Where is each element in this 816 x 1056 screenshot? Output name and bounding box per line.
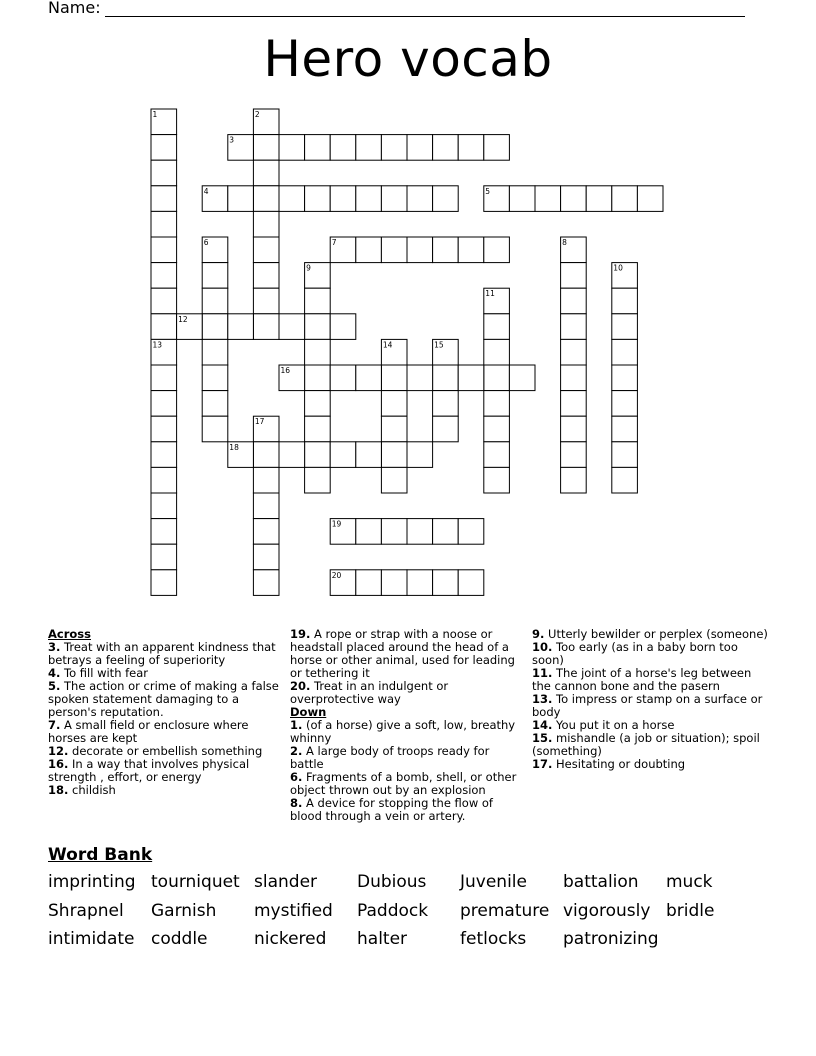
grid-cell[interactable]: [151, 493, 177, 519]
grid-cell[interactable]: [612, 339, 638, 365]
grid-cell[interactable]: [253, 237, 279, 263]
word-bank-row: [48, 872, 769, 901]
grid-cell[interactable]: [561, 391, 587, 417]
word-bank-item: Dubious: [357, 872, 427, 892]
across-heading: Across: [48, 627, 91, 641]
clues-column-3: [532, 628, 768, 771]
down-heading: Down: [290, 705, 327, 719]
grid-cell[interactable]: [253, 314, 279, 340]
clue-across-18: 18. childish: [48, 783, 116, 797]
grid-cell[interactable]: [484, 314, 510, 340]
grid-cell[interactable]: [305, 416, 331, 442]
grid-cell[interactable]: [381, 365, 407, 391]
grid-cell[interactable]: [458, 135, 484, 161]
word-bank-item: patronizing: [563, 929, 659, 949]
grid-cell[interactable]: [330, 365, 356, 391]
grid-cell[interactable]: [561, 186, 587, 212]
clue-across-19: 19. A rope or strap with a noose or headstall placed around the head of a horse or other animal, used for leading or tethering it: [290, 627, 515, 680]
grid-cell[interactable]: [407, 365, 433, 391]
grid-cell[interactable]: [433, 237, 459, 263]
grid-cell[interactable]: [484, 365, 510, 391]
grid-cell[interactable]: [484, 467, 510, 493]
grid-cell[interactable]: [305, 467, 331, 493]
grid-cell[interactable]: [330, 186, 356, 212]
grid-cell[interactable]: [202, 339, 228, 365]
word-bank-item: bridle: [666, 900, 715, 921]
clue-down-10: 10. Too early (as in a baby born too soon): [532, 640, 738, 667]
clue-number-16: 16: [280, 366, 291, 375]
grid-cell[interactable]: [612, 442, 638, 468]
grid-cell[interactable]: [407, 519, 433, 545]
grid-cell[interactable]: [381, 237, 407, 263]
grid-cell[interactable]: [228, 186, 254, 212]
clue-number-8: 8: [562, 238, 567, 247]
grid-cell[interactable]: [356, 570, 382, 596]
grid-cell[interactable]: [151, 467, 177, 493]
grid-cell[interactable]: [586, 186, 612, 212]
grid-cell[interactable]: [253, 135, 279, 161]
grid-cell[interactable]: [253, 570, 279, 596]
grid-cell[interactable]: [151, 391, 177, 417]
word-bank-item: battalion: [563, 872, 639, 892]
grid-cell[interactable]: [484, 442, 510, 468]
grid-cell[interactable]: [202, 314, 228, 340]
grid-cell[interactable]: [253, 442, 279, 468]
grid-cell[interactable]: [612, 288, 638, 314]
grid-cell[interactable]: [561, 263, 587, 289]
grid-cell[interactable]: [612, 416, 638, 442]
clue-number-12: 12: [178, 314, 188, 324]
grid-cell[interactable]: [433, 570, 459, 596]
grid-cell[interactable]: [612, 391, 638, 417]
grid-cell[interactable]: [612, 467, 638, 493]
grid-cell[interactable]: [151, 211, 177, 237]
grid-cell[interactable]: [561, 314, 587, 340]
grid-cell[interactable]: [305, 339, 331, 365]
grid-cell[interactable]: [356, 519, 382, 545]
clue-number-7: 7: [331, 238, 337, 247]
grid-cell[interactable]: [279, 135, 305, 161]
grid-cell[interactable]: [407, 442, 433, 468]
word-bank-item: fetlocks: [460, 929, 527, 949]
grid-cell[interactable]: [253, 493, 279, 519]
grid-cell[interactable]: [433, 186, 459, 212]
grid-cell[interactable]: [484, 237, 510, 263]
clue-number-2: 2: [254, 110, 260, 119]
clue-down-14: 14. You put it on a horse: [532, 718, 675, 732]
grid-cell[interactable]: [151, 544, 177, 570]
clue-across-3: 3. Treat with an apparent kindness that betrays a feeling of superiority: [48, 640, 276, 667]
grid-cell[interactable]: [433, 416, 459, 442]
grid-cell[interactable]: [253, 467, 279, 493]
grid-cell[interactable]: [202, 288, 228, 314]
grid-cell[interactable]: [305, 365, 331, 391]
grid-cell[interactable]: [253, 519, 279, 545]
name-label: Name:: [48, 0, 101, 17]
clue-number-3: 3: [229, 135, 235, 145]
grid-cell[interactable]: [253, 288, 279, 314]
clue-down-2: 2. A large body of troops ready for battle: [290, 744, 490, 771]
grid-cell[interactable]: [484, 416, 510, 442]
grid-cell[interactable]: [356, 442, 382, 468]
grid-cell[interactable]: [279, 442, 305, 468]
grid-cell[interactable]: [151, 519, 177, 545]
word-bank-title: Word Bank: [48, 845, 153, 865]
grid-cell[interactable]: [458, 237, 484, 263]
clue-down-13: 13. To impress or stamp on a surface or body: [532, 692, 763, 719]
page-title: Hero vocab: [263, 30, 553, 88]
grid-cell[interactable]: [330, 314, 356, 340]
clue-number-10: 10: [613, 263, 623, 273]
grid-cell[interactable]: [407, 237, 433, 263]
grid-cell[interactable]: [561, 467, 587, 493]
grid-cell[interactable]: [509, 186, 535, 212]
clue-number-1: 1: [152, 110, 158, 119]
word-bank-item: Garnish: [151, 900, 217, 921]
clue-number-13: 13: [152, 340, 163, 350]
clue-down-6: 6. Fragments of a bomb, shell, or other object thrown out by an explosion: [290, 770, 517, 797]
grid-cell[interactable]: [151, 186, 177, 212]
grid-cell[interactable]: [330, 135, 356, 161]
word-bank-item: vigorously: [563, 900, 651, 921]
clue-down-11: 11. The joint of a horse's leg between the cannon bone and the pasern: [532, 666, 752, 693]
clue-across-4: 4. To fill with fear: [48, 666, 149, 680]
grid-cell[interactable]: [433, 519, 459, 545]
clues-column-2: [290, 628, 526, 823]
grid-cell[interactable]: [202, 416, 228, 442]
grid-cell[interactable]: [305, 288, 331, 314]
grid-cell[interactable]: [381, 519, 407, 545]
grid-cell[interactable]: [381, 416, 407, 442]
grid-cell[interactable]: [253, 263, 279, 289]
grid-cell[interactable]: [151, 570, 177, 596]
grid-cell[interactable]: [151, 442, 177, 468]
grid-cell[interactable]: [305, 391, 331, 417]
grid-cell[interactable]: [279, 186, 305, 212]
clue-number-19: 19: [331, 519, 342, 529]
grid-cell[interactable]: [407, 135, 433, 161]
grid-cell[interactable]: [381, 135, 407, 161]
clue-across-12: 12. decorate or embellish something: [48, 744, 263, 758]
clue-across-20: 20. Treat in an indulgent or overprotective way: [290, 679, 449, 706]
across-clue-list-1: [48, 641, 284, 797]
word-bank-item: Paddock: [357, 900, 429, 921]
grid-cell[interactable]: [381, 570, 407, 596]
clue-down-15: 15. mishandle (a job or situation); spoil (something): [532, 731, 760, 758]
grid-cell[interactable]: [484, 135, 510, 161]
word-bank-item: slander: [254, 872, 318, 892]
clue-across-5: 5. The action or crime of making a false spoken statement damaging to a person's reputation.: [48, 679, 279, 719]
grid-cell[interactable]: [484, 391, 510, 417]
grid-cell[interactable]: [458, 365, 484, 391]
grid-cell[interactable]: [381, 391, 407, 417]
grid-cell[interactable]: [381, 186, 407, 212]
grid-cell[interactable]: [407, 570, 433, 596]
grid-cell[interactable]: [305, 314, 331, 340]
word-bank-item: Juvenile: [460, 872, 527, 892]
word-bank-item: halter: [357, 929, 408, 949]
grid-cell[interactable]: [330, 442, 356, 468]
grid-cell[interactable]: [202, 263, 228, 289]
clues-column-1: [48, 628, 284, 797]
grid-cell[interactable]: [228, 314, 254, 340]
grid-cell[interactable]: [151, 365, 177, 391]
grid-cell[interactable]: [305, 135, 331, 161]
grid-cell[interactable]: [458, 570, 484, 596]
grid-cell[interactable]: [381, 442, 407, 468]
word-bank-item: coddle: [151, 929, 208, 949]
word-bank-item: intimidate: [48, 929, 135, 949]
grid-cell[interactable]: [151, 237, 177, 263]
word-bank: [48, 872, 769, 958]
clue-down-9: 9. Utterly bewilder or perplex (someone): [532, 627, 768, 641]
word-bank-item: Shrapnel: [48, 900, 124, 921]
grid-cell[interactable]: [612, 186, 638, 212]
grid-cell[interactable]: [561, 365, 587, 391]
word-bank-item: mystified: [254, 900, 333, 921]
clue-number-6: 6: [203, 238, 209, 247]
grid-cell[interactable]: [612, 314, 638, 340]
grid-cell[interactable]: [151, 314, 177, 340]
grid-cell[interactable]: [202, 391, 228, 417]
word-bank-item: nickered: [254, 929, 327, 949]
grid-cell[interactable]: [305, 186, 331, 212]
clue-across-7: 7. A small field or enclosure where horses are kept: [48, 718, 249, 745]
grid-cell[interactable]: [151, 288, 177, 314]
grid-cell[interactable]: [279, 314, 305, 340]
clue-number-18: 18: [229, 442, 239, 452]
clue-down-8: 8. A device for stopping the flow of blood through a vein or artery.: [290, 796, 493, 823]
clue-number-20: 20: [331, 570, 342, 580]
word-bank-item: imprinting: [48, 872, 136, 892]
grid-cell[interactable]: [433, 365, 459, 391]
grid-cell[interactable]: [535, 186, 561, 212]
clue-across-16: 16. In a way that involves physical strength , effort, or energy: [48, 757, 250, 784]
grid-cell[interactable]: [356, 237, 382, 263]
word-bank-row: [48, 929, 769, 958]
word-bank-item: tourniquet: [151, 872, 240, 892]
grid-cell[interactable]: [561, 288, 587, 314]
grid-cell[interactable]: [433, 135, 459, 161]
clue-down-17: 17. Hesitating or doubting: [532, 757, 686, 771]
word-bank-item: premature: [460, 900, 550, 921]
grid-cell[interactable]: [305, 442, 331, 468]
grid-cell[interactable]: [356, 135, 382, 161]
grid-cell[interactable]: [151, 160, 177, 186]
clue-number-17: 17: [254, 417, 265, 427]
grid-cell[interactable]: [561, 442, 587, 468]
clue-down-1: 1. (of a horse) give a soft, low, breathy whinny: [290, 718, 516, 745]
grid-cell[interactable]: [561, 416, 587, 442]
grid-cell[interactable]: [407, 186, 433, 212]
grid-cell[interactable]: [356, 186, 382, 212]
grid-cell[interactable]: [381, 467, 407, 493]
grid-cell[interactable]: [458, 519, 484, 545]
grid-cell[interactable]: [151, 416, 177, 442]
grid-cell[interactable]: [509, 365, 535, 391]
grid-cell[interactable]: [612, 365, 638, 391]
clue-number-15: 15: [434, 340, 444, 350]
grid-cell[interactable]: [433, 391, 459, 417]
clue-number-5: 5: [485, 186, 491, 196]
grid-cell[interactable]: [561, 339, 587, 365]
word-bank-row: [48, 901, 769, 930]
grid-cell[interactable]: [202, 365, 228, 391]
clue-number-4: 4: [203, 186, 209, 196]
word-bank-item: muck: [666, 872, 713, 892]
grid-cell[interactable]: [637, 186, 663, 212]
clue-number-11: 11: [485, 289, 495, 299]
grid-cell[interactable]: [484, 339, 510, 365]
grid-cell[interactable]: [253, 186, 279, 212]
clue-number-14: 14: [382, 340, 393, 350]
clue-number-9: 9: [306, 263, 311, 273]
grid-cell[interactable]: [253, 544, 279, 570]
grid-cell[interactable]: [151, 263, 177, 289]
grid-cell[interactable]: [253, 211, 279, 237]
grid-cell[interactable]: [253, 160, 279, 186]
grid-cell[interactable]: [356, 365, 382, 391]
grid-cell[interactable]: [151, 135, 177, 161]
